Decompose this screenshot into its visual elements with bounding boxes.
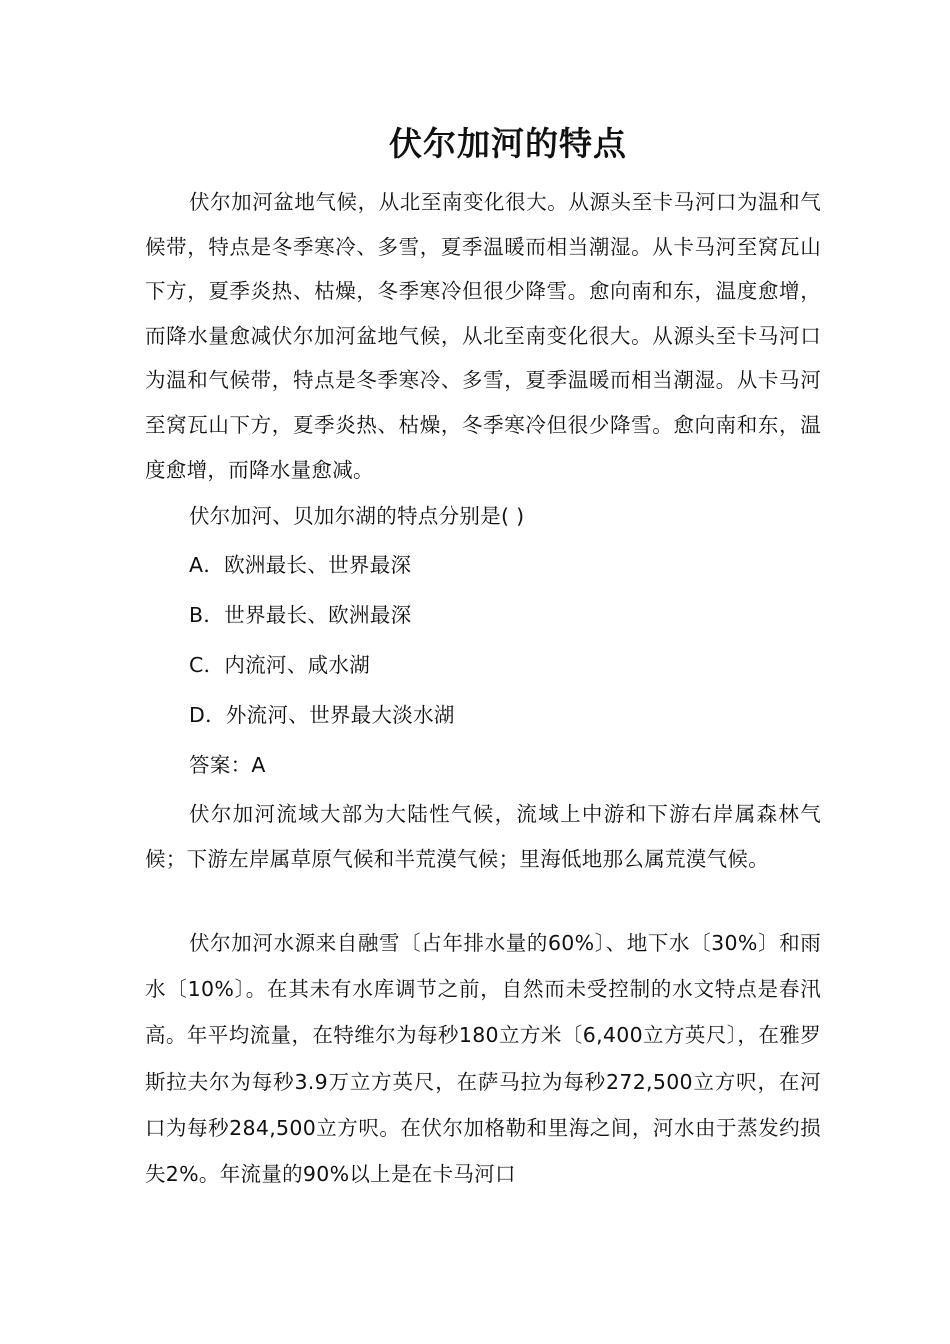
document-title: 伏尔加河的特点 xyxy=(389,124,627,163)
option-c: C．内流河、咸水湖 xyxy=(189,653,371,677)
paragraph-basin-climate: 伏尔加河流域大部为大陆性气候，流域上中游和下游右岸属森林气候；下游左岸属草原气候和半荒漠气候；里海低地那么属荒漠气候。 xyxy=(145,802,821,872)
option-b: B．世界最长、欧洲最深 xyxy=(189,603,412,627)
answer-text: 答案：A xyxy=(189,753,266,777)
paragraph-water-source: 伏尔加河水源来自融雪〔占年排水量的60%〕、地下水〔30%〕和雨水〔10%〕。在其未有水库调节之前，自然而未受控制的水文特点是春汛高。年平均流量，在特维尔为每秒180立方米〔6,400立方英尺〕，在雅罗斯拉夫尔为每秒3.9万立方英尺，在萨马拉为每秒272,500立方呎，在河口为每秒284,500立方呎。在伏尔加格勒和里海之间，河水由于蒸发约损失2%。年流量的90%以上是在卡马河口 xyxy=(145,931,821,1187)
question-text: 伏尔加河、贝加尔湖的特点分别是( ) xyxy=(189,504,525,528)
paragraph-climate: 伏尔加河盆地气候，从北至南变化很大。从源头至卡马河口为温和气候带，特点是冬季寒冷、多雪，夏季温暖而相当潮湿。从卡马河至窝瓦山下方，夏季炎热、枯燥，冬季寒冷但很少降雪。愈向南和东，温度愈增，而降水量愈减伏尔加河盆地气候，从北至南变化很大。从源头至卡马河口为温和气候带，特点是冬季寒冷、多雪，夏季温暖而相当潮湿。从卡马河至窝瓦山下方，夏季炎热、枯燥，冬季寒冷但很少降雪。愈向南和东，温度愈增，而降水量愈减。 xyxy=(145,190,821,482)
option-d: D．外流河、世界最大淡水湖 xyxy=(189,703,455,727)
option-a: A．欧洲最长、世界最深 xyxy=(189,553,412,577)
